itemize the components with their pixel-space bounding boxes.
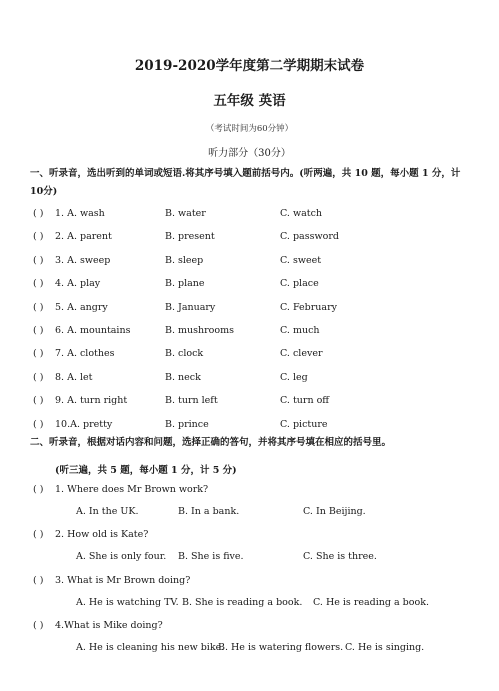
answer-blank[interactable]: ( )	[33, 372, 44, 383]
question-stem: 3. What is Mr Brown doing?	[55, 575, 191, 586]
option-c: C. password	[280, 231, 339, 242]
question-number-option-a: 9. A. turn right	[55, 395, 128, 406]
listening-part-heading: 听力部分（30分）	[208, 148, 291, 159]
question-number-option-a: 5. A. angry	[55, 302, 108, 313]
answer-blank[interactable]: ( )	[33, 529, 44, 540]
section2-subinstruction: (听三遍，共 5 题，每小题 1 分，计 5 分)	[55, 465, 237, 476]
answer-blank[interactable]: ( )	[33, 325, 44, 336]
option-b: B. neck	[165, 372, 201, 383]
option-b: B. turn left	[165, 395, 218, 406]
answer-blank[interactable]: ( )	[33, 231, 44, 242]
answer-option-c: C. In Beijing.	[303, 506, 366, 517]
answer-option-b: B. She is reading a book.	[182, 597, 303, 608]
answer-blank[interactable]: ( )	[33, 484, 44, 495]
option-b: B. water	[165, 208, 206, 219]
answer-option-a: A. He is cleaning his new bike.	[76, 642, 225, 653]
option-b: B. plane	[165, 278, 205, 289]
question-stem: 1. Where does Mr Brown work?	[55, 484, 209, 495]
option-b: B. prince	[165, 419, 209, 430]
question-number-option-a: 3. A. sweep	[55, 255, 111, 266]
option-b: B. mushrooms	[165, 325, 235, 336]
question-stem: 4.What is Mike doing?	[55, 620, 163, 631]
answer-option-c: C. He is reading a book.	[313, 597, 429, 608]
option-c: C. much	[280, 325, 320, 336]
question-number-option-a: 7. A. clothes	[55, 348, 115, 359]
option-c: C. leg	[280, 372, 308, 383]
answer-blank[interactable]: ( )	[33, 278, 44, 289]
section2-instruction: 二、听录音，根据对话内容和问题，选择正确的答句，并将其序号填在相应的括号里。	[30, 437, 392, 448]
option-c: C. February	[280, 302, 337, 313]
answer-blank[interactable]: ( )	[33, 575, 44, 586]
answer-blank[interactable]: ( )	[33, 620, 44, 631]
option-c: C. watch	[280, 208, 323, 219]
question-number-option-a: 1. A. wash	[55, 208, 105, 219]
question-number-option-a: 6. A. mountains	[55, 325, 131, 336]
option-b: B. clock	[165, 348, 204, 359]
question-stem: 2. How old is Kate?	[55, 529, 149, 540]
answer-blank[interactable]: ( )	[33, 208, 44, 219]
option-b: B. sleep	[165, 255, 204, 266]
time-note: （考试时间为60分钟）	[205, 124, 294, 134]
answer-option-b: B. In a bank.	[178, 506, 240, 517]
answer-option-a: A. She is only four.	[76, 551, 167, 562]
option-c: C. clever	[280, 348, 323, 359]
answer-option-c: C. She is three.	[303, 551, 377, 562]
answer-blank[interactable]: ( )	[33, 255, 44, 266]
exam-subtitle: 五年级 英语	[213, 93, 286, 109]
answer-option-b: B. She is five.	[178, 551, 244, 562]
question-number-option-a: 4. A. play	[55, 278, 101, 289]
option-c: C. sweet	[280, 255, 322, 266]
option-c: C. picture	[280, 419, 328, 430]
answer-blank[interactable]: ( )	[33, 348, 44, 359]
answer-blank[interactable]: ( )	[33, 419, 44, 430]
answer-blank[interactable]: ( )	[33, 395, 44, 406]
option-c: C. place	[280, 278, 319, 289]
answer-option-a: A. He is watching TV.	[76, 597, 179, 608]
exam-title: 2019-2020学年度第二学期期末试卷	[134, 58, 365, 74]
section1-instruction: 一、听录音，选出听到的单词或短语.将其序号填入题前括号内。(听两遍，共 10 题，每小题 1 分，计 10分)	[30, 168, 461, 197]
answer-blank[interactable]: ( )	[33, 302, 44, 313]
question-number-option-a: 10.A. pretty	[55, 419, 113, 430]
question-number-option-a: 8. A. let	[55, 372, 93, 383]
option-c: C. turn off	[280, 395, 330, 406]
answer-option-c: C. He is singing.	[345, 642, 425, 653]
option-b: B. present	[165, 231, 215, 242]
answer-option-b: B. He is watering flowers.	[218, 642, 344, 653]
option-b: B. January	[165, 302, 216, 313]
question-number-option-a: 2. A. parent	[55, 231, 112, 242]
answer-option-a: A. In the UK.	[76, 506, 139, 517]
